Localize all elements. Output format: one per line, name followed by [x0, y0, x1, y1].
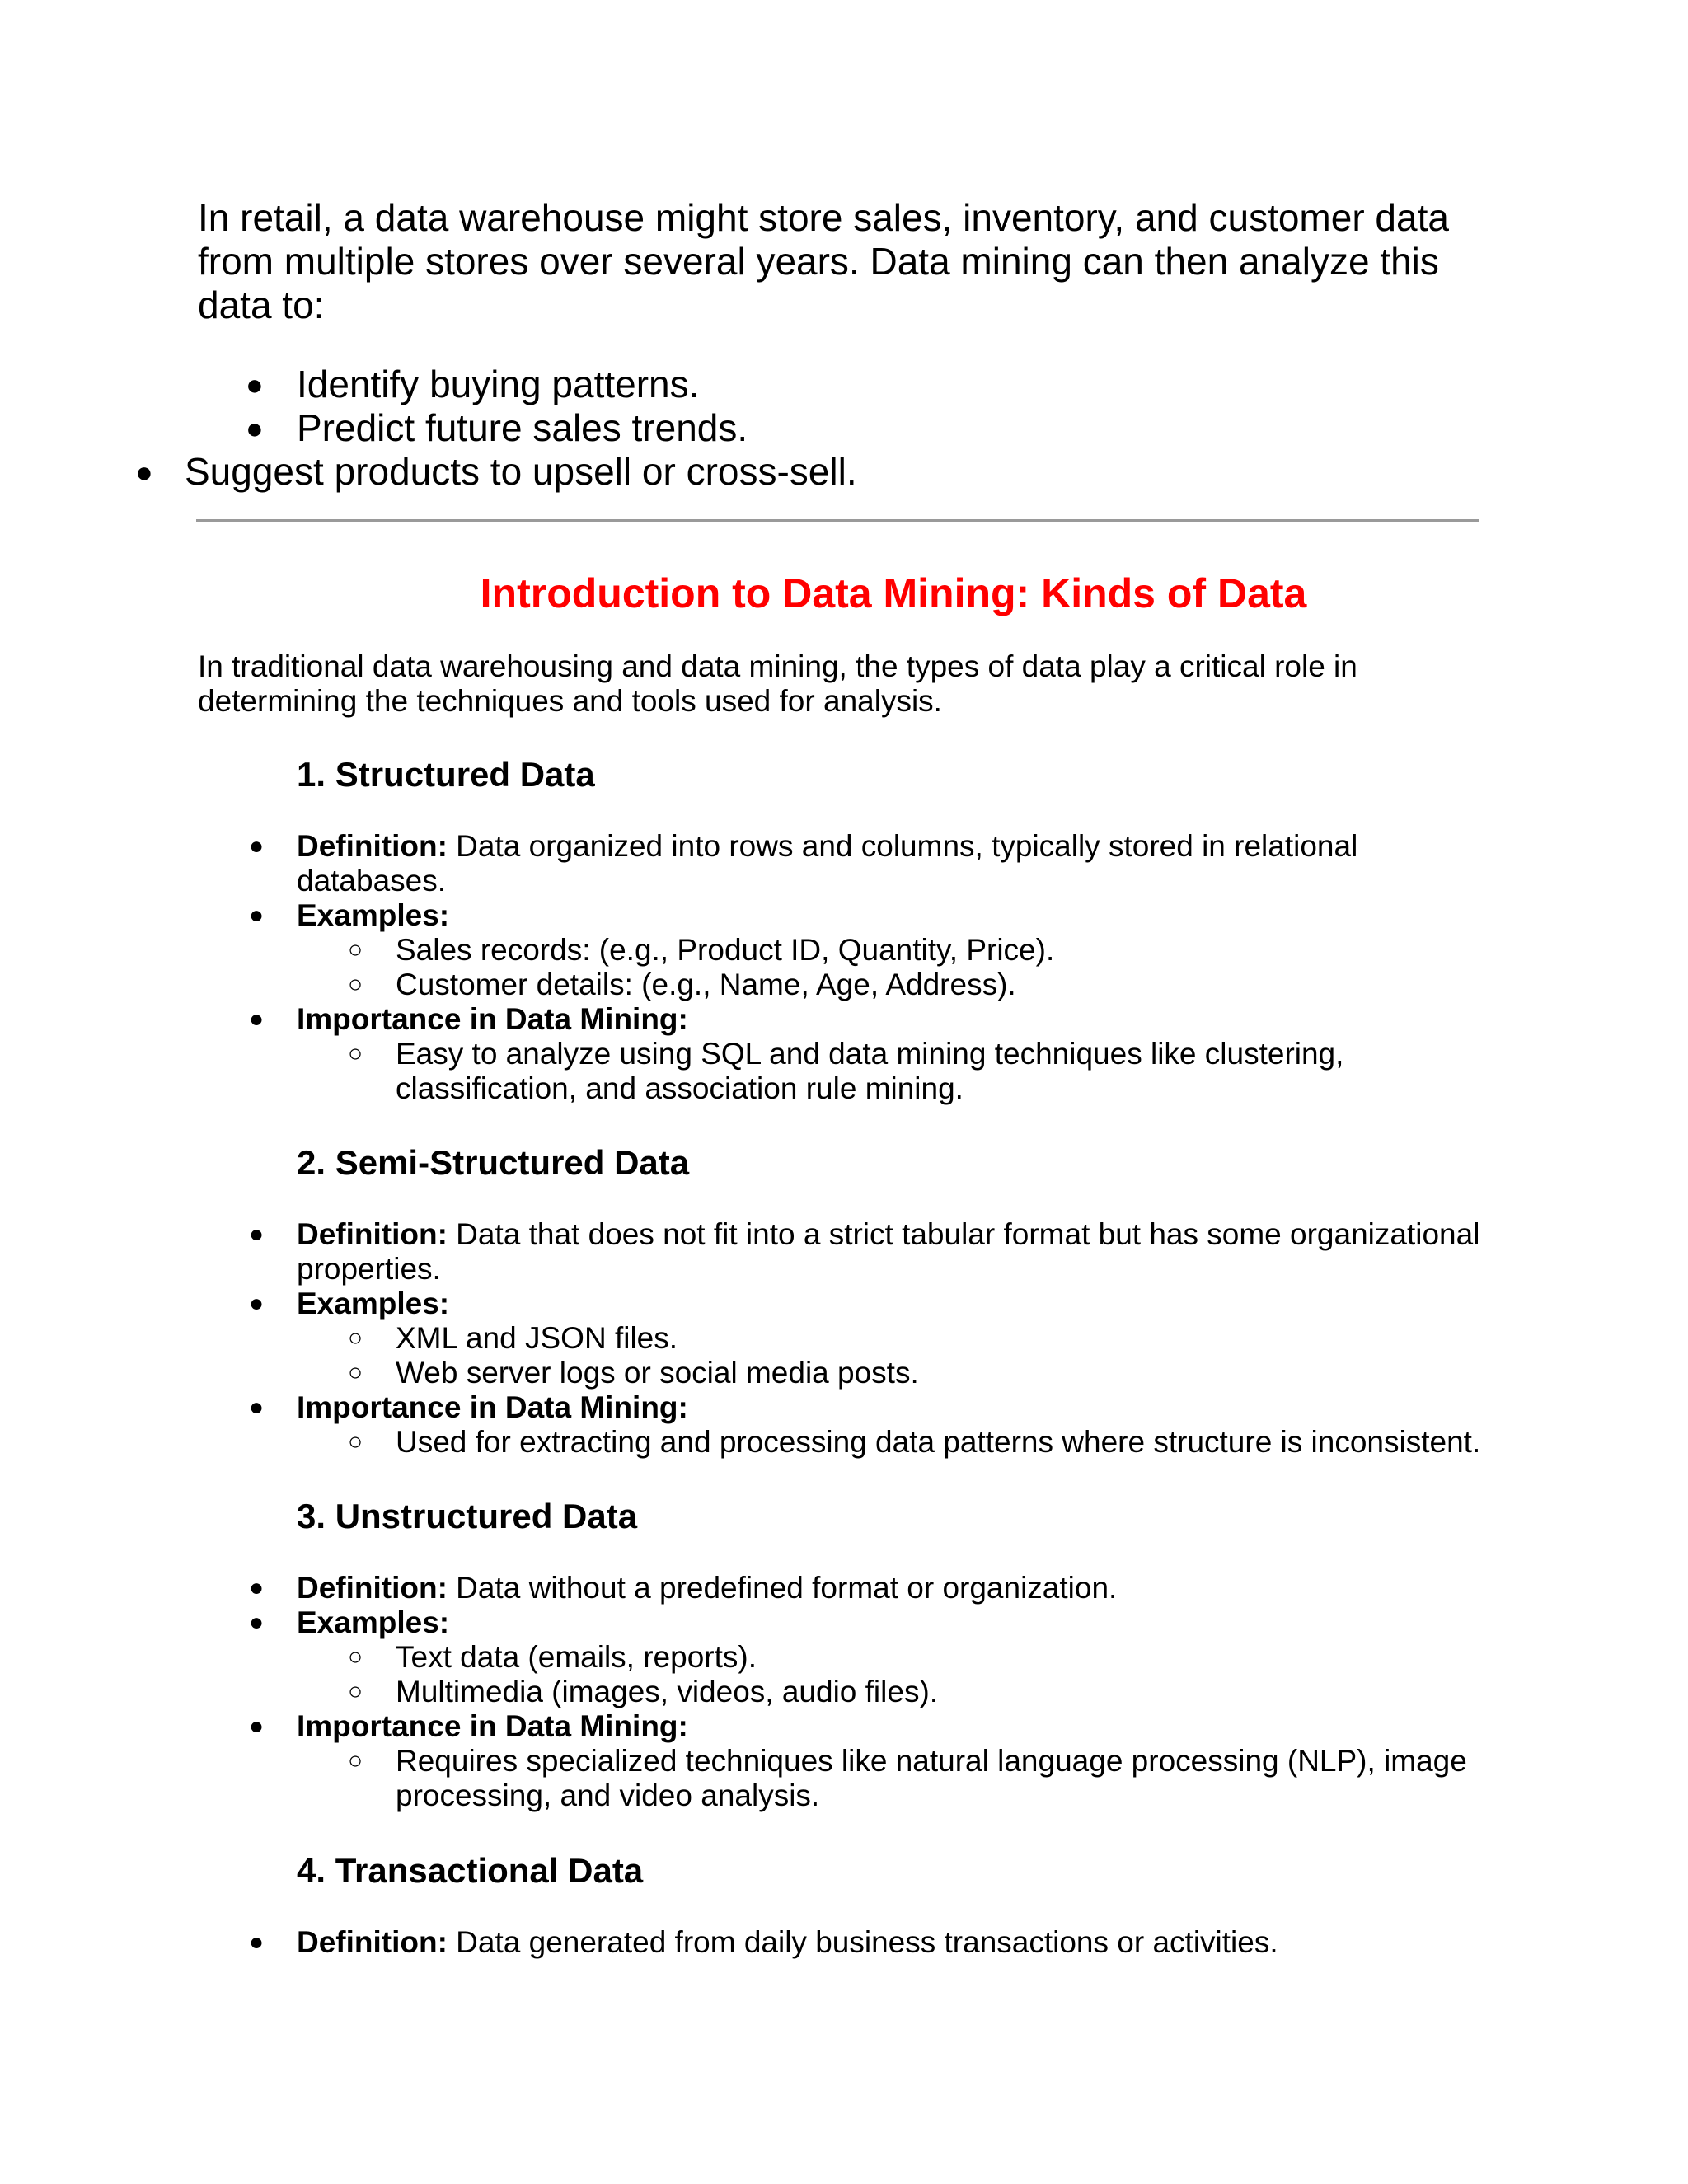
sub-bullet-marker: ○: [348, 1040, 363, 1067]
definition-item: [249, 1571, 1492, 1605]
sub-bullet-marker: ○: [348, 936, 363, 963]
intro-bullet-text: Identify buying patterns.: [297, 363, 700, 405]
example-text: Sales records: (e.g., Product ID, Quantity, Price).: [396, 933, 1055, 967]
example-item: [348, 1356, 1492, 1390]
section-heading: 2. Semi-Structured Data: [297, 1143, 690, 1182]
importance-label: Importance in Data Mining:: [297, 1002, 688, 1036]
examples-item: [249, 898, 1492, 933]
section-heading: 4. Transactional Data: [297, 1851, 644, 1890]
bullet-marker: ●: [246, 368, 264, 401]
example-item: [348, 1640, 1492, 1675]
definition-label: Definition:: [297, 1217, 448, 1251]
importance-text: Requires specialized techniques like natural language processing (NLP), image processing, and video analysis.: [396, 1744, 1467, 1812]
intro-bullet-item: [135, 450, 857, 494]
bullet-marker: ●: [249, 832, 265, 860]
sub-bullet-marker: ○: [348, 971, 363, 998]
definition-item: [249, 829, 1492, 898]
example-text: XML and JSON files.: [396, 1321, 678, 1355]
importance-detail: [348, 1425, 1492, 1460]
bullet-marker: ●: [249, 1609, 265, 1636]
definition-label: Definition:: [297, 1925, 448, 1959]
sub-bullet-marker: ○: [348, 1324, 363, 1352]
sub-bullet-marker: ○: [348, 1359, 363, 1386]
intro-bullet-text: Suggest products to upsell or cross-sell.: [185, 450, 857, 493]
section-heading: 3. Unstructured Data: [297, 1497, 638, 1535]
examples-item: [249, 1286, 1492, 1321]
bullet-marker: ●: [249, 1929, 265, 1956]
intro-paragraph: In retail, a data warehouse might store sales, inventory, and customer data from multiple stores over several years. Data mining can then analyze this data to:: [198, 196, 1449, 326]
sub-bullet-marker: ○: [348, 1747, 363, 1774]
intro-bullet-text: Predict future sales trends.: [297, 406, 748, 449]
example-item: [348, 968, 1492, 1002]
lead-paragraph: In traditional data warehousing and data mining, the types of data play a critical role in determining the techniques and tools used for analysis.: [198, 649, 1357, 718]
example-text: Web server logs or social media posts.: [396, 1356, 919, 1390]
bullet-marker: ●: [135, 455, 153, 489]
importance-text: Used for extracting and processing data patterns where structure is inconsistent.: [396, 1425, 1481, 1459]
importance-item: [249, 1390, 1492, 1425]
sub-bullet-marker: ○: [348, 1428, 363, 1455]
definition-text: Data that does not fit into a strict tabular format but has some organizational properties.: [297, 1217, 1480, 1286]
bullet-marker: ●: [249, 1394, 265, 1421]
definition-text: Data without a predefined format or organization.: [447, 1571, 1118, 1605]
page-title: Introduction to Data Mining: Kinds of Data: [480, 570, 1307, 616]
example-text: Customer details: (e.g., Name, Age, Address).: [396, 968, 1016, 1001]
definition-item: [249, 1217, 1492, 1286]
intro-bullet-item: [246, 363, 700, 406]
sub-bullet-marker: ○: [348, 1678, 363, 1705]
example-item: [348, 1321, 1492, 1356]
definition-text: Data generated from daily business transactions or activities.: [447, 1925, 1278, 1959]
examples-label: Examples:: [297, 1286, 450, 1320]
horizontal-rule: [196, 519, 1479, 522]
section-heading: 1. Structured Data: [297, 755, 595, 794]
definition-item: [249, 1925, 1492, 1960]
bullet-marker: ●: [249, 1005, 265, 1033]
example-text: Text data (emails, reports).: [396, 1640, 757, 1674]
bullet-marker: ●: [246, 411, 264, 445]
examples-item: [249, 1605, 1492, 1640]
bullet-marker: ●: [249, 1574, 265, 1601]
importance-item: [249, 1709, 1492, 1744]
intro-bullet-item: [246, 406, 748, 450]
example-item: [348, 1675, 1492, 1709]
definition-label: Definition:: [297, 1571, 448, 1605]
bullet-marker: ●: [249, 1290, 265, 1317]
bullet-marker: ●: [249, 1713, 265, 1740]
example-text: Multimedia (images, videos, audio files).: [396, 1675, 939, 1708]
examples-label: Examples:: [297, 1605, 450, 1639]
example-item: [348, 933, 1492, 968]
definition-label: Definition:: [297, 829, 448, 863]
bullet-marker: ●: [249, 902, 265, 929]
examples-label: Examples:: [297, 898, 450, 932]
importance-item: [249, 1002, 1492, 1037]
definition-text: Data organized into rows and columns, typically stored in relational databases.: [297, 829, 1358, 898]
importance-detail: [348, 1744, 1492, 1813]
importance-detail: [348, 1037, 1492, 1106]
importance-label: Importance in Data Mining:: [297, 1390, 688, 1424]
sub-bullet-marker: ○: [348, 1643, 363, 1671]
importance-label: Importance in Data Mining:: [297, 1709, 688, 1743]
importance-text: Easy to analyze using SQL and data mining techniques like clustering, classification, and association rule mining.: [396, 1037, 1344, 1105]
bullet-marker: ●: [249, 1221, 265, 1248]
